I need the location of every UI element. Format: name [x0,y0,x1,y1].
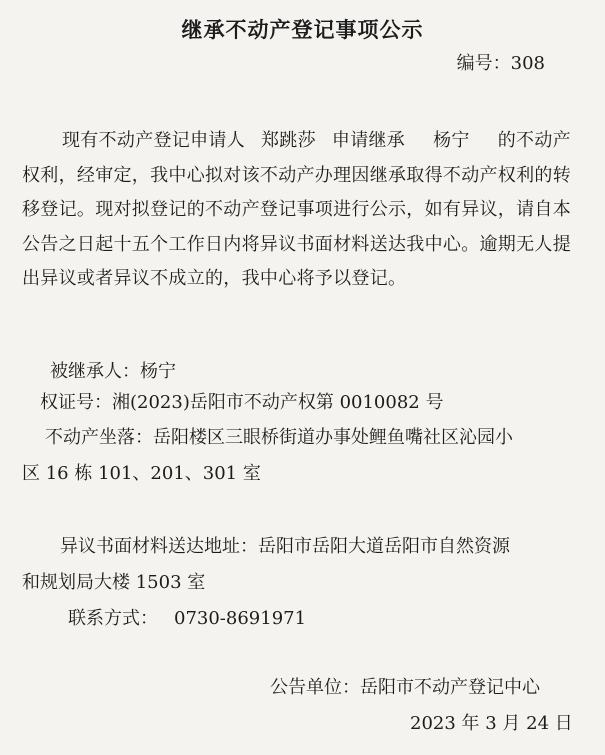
objection-address-row [60,535,510,559]
serial-value: 308 [510,53,545,74]
location-line1: 岳阳楼区三眼桥街道办事处鲤鱼嘴社区沁园小 [153,427,513,448]
address-line1: 岳阳市岳阳大道岳阳市自然资源 [258,536,510,557]
applicant-name: 郑跳莎 [261,130,316,151]
address-line2: 和规划局大楼 1503 室 [22,572,206,593]
cert-value: 湘(2023)岳阳市不动产权第 0010082 号 [112,392,444,413]
serial-number [457,52,545,76]
contact-row [68,607,306,631]
location-row [45,426,513,450]
location-label: 不动产坐落： [45,427,153,448]
address-label: 异议书面材料送达地址： [60,536,258,557]
intro-suffix: 的 [497,130,517,151]
notice-date: 2023 年 3 月 24 日 [410,713,573,734]
document-title: 继承不动产登记事项公示 [181,18,424,42]
intro-mid: 申请继承 [331,130,406,151]
publisher-row [270,676,540,700]
publisher-label: 公告单位： [270,677,360,698]
heir-label: 被继承人： [50,361,140,382]
decedent-inline: 杨宁 [433,130,470,151]
contact-value: 0730-8691971 [174,608,307,629]
notice-body: 不动产权利，经审定，我中心拟对该不动产办理因继承取得不动产权利的转移登记。现对拟登记的不动产登记事项进行公示，如有异议，请自本公告之日起十五个工作日内将异议书面材料送达我中心。逾期无人提出异议或者异议不成立的，我中心将予以登记。 [22,130,571,289]
notice-paragraph [22,124,588,297]
publisher-value: 岳阳市不动产登记中心 [360,677,540,698]
cert-label: 权证号： [40,392,112,413]
heir-row [50,360,176,384]
heir-value: 杨宁 [140,361,176,382]
cert-row [40,391,443,415]
contact-label: 联系方式： [68,608,158,629]
serial-label: 编号： [456,53,511,74]
intro-prefix: 现有不动产登记申请人 [62,130,245,151]
location-line2: 区 16 栋 101、201、301 室 [22,463,261,484]
